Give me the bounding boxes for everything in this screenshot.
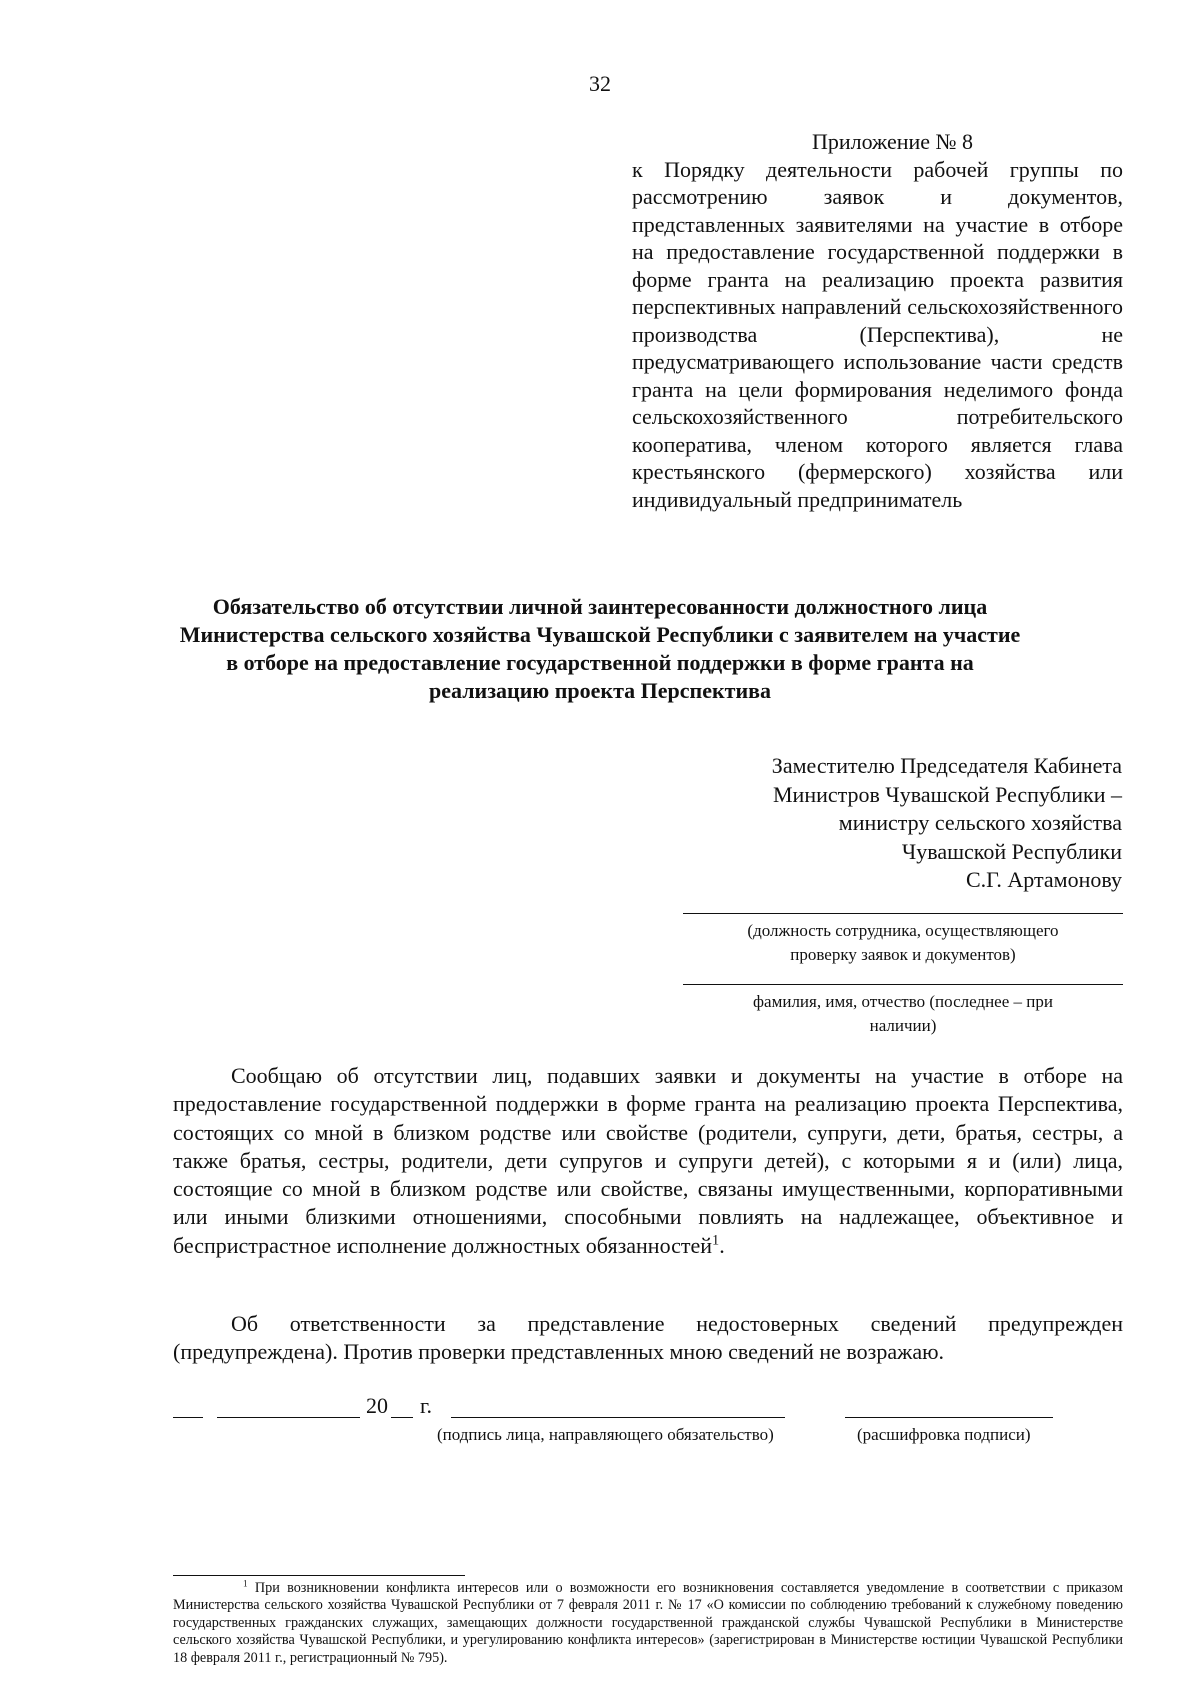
year-prefix: 20 bbox=[366, 1393, 388, 1418]
addressee-line: Чувашской Республики bbox=[901, 838, 1122, 864]
appendix-text: к Порядку деятельности рабочей группы по рассмотрению заявок и документов, представленных заявителями на участие в отборе на предоставление государственной поддержки в форме гранта на реализацию проекта развития перспективных направлений сельскохозяйственного производства (Перспектива), не предусматривающего использование части средств гранта на цели формирования неделимого фонда сельскохозяйственного потребительского кооператива, членом которого является глава крестьянского (фермерского) хозяйства или индивидуальный предприниматель bbox=[632, 156, 1123, 512]
footnote-reference[interactable]: 1 bbox=[712, 1232, 720, 1249]
title-line: реализацию проекта Перспектива bbox=[429, 678, 771, 703]
caption-line: наличии) bbox=[869, 1016, 937, 1035]
caption-line: фамилия, имя, отчество (последнее – при bbox=[753, 992, 1053, 1011]
responsibility-paragraph bbox=[173, 1310, 1123, 1367]
footnote bbox=[173, 1580, 1123, 1667]
caption-line: (должность сотрудника, осуществляющего bbox=[747, 921, 1059, 940]
appendix-title: Приложение № 8 bbox=[811, 129, 974, 154]
addressee-line: министру сельского хозяйства bbox=[838, 810, 1122, 835]
addressee-block bbox=[680, 752, 1122, 895]
decoding-caption: (расшифровка подписи) bbox=[857, 1425, 1031, 1444]
month-blank[interactable] bbox=[217, 1397, 360, 1418]
footnote-divider bbox=[173, 1575, 465, 1576]
year-blank[interactable] bbox=[391, 1397, 413, 1418]
statement-end: . bbox=[719, 1232, 725, 1258]
footnote-text: При возникновении конфликта интересов или о возможности его возникновения составляется уведомление в соответствии с приказом Министерства сельского хозяйства Чувашской Республики от 7 февраля 2011 г. № 17 «О комиссии по соблюдению требований к служебному поведению государственных гражданских служащих, замещающих должности государственной гражданской службы Чувашской Республики в Министерстве сельского хозяйства Чувашской Республики, и урегулированию конфликта интересов» (зарегистрирован в Министерстве юстиции Чувашской Республики 18 февраля 2011 г., регистрационный № 795). bbox=[173, 1580, 1124, 1666]
appendix-block bbox=[632, 128, 1123, 513]
year-suffix: г. bbox=[420, 1393, 433, 1418]
signature-blank[interactable] bbox=[451, 1397, 785, 1418]
name-caption bbox=[683, 990, 1123, 1038]
title-line: Обязательство об отсутствии личной заинтересованности должностного лица bbox=[212, 594, 988, 619]
title-line: в отборе на предоставление государственной поддержки в форме гранта на bbox=[226, 650, 974, 675]
responsibility-text: Об ответственности за представление недостоверных сведений предупрежден (предупреждена). Против проверки представленных мною сведений не возражаю. bbox=[173, 1311, 1123, 1365]
caption-line: проверку заявок и документов) bbox=[790, 945, 1016, 964]
addressee-line: Министров Чувашской Республики – bbox=[773, 781, 1122, 807]
position-fill-line[interactable] bbox=[683, 913, 1123, 914]
document-title bbox=[150, 593, 1050, 705]
name-fill-line[interactable] bbox=[683, 984, 1123, 985]
position-caption bbox=[683, 919, 1123, 967]
statement-paragraph bbox=[173, 1062, 1123, 1260]
page-number: 32 bbox=[589, 71, 611, 96]
statement-text: Сообщаю об отсутствии лиц, подавших заявки и документы на участие в отборе на предоставление государственной поддержки в форме гранта на реализацию проекта Перспектива, состоящих со мной в близком родстве или свойстве (родители, супруги, дети, братья, сестры, а также братья, сестры, родители, дети супругов и супруги детей), с которыми я и (или) лица, состоящие со мной в близком родстве или свойстве, связаны имущественными, корпоративными или иными близкими отношениями, способными повлиять на надлежащее, объективное и беспристрастное исполнение должностных обязанностей bbox=[173, 1063, 1123, 1258]
title-line: Министерства сельского хозяйства Чувашской Республики с заявителем на участие bbox=[179, 622, 1021, 647]
day-blank[interactable] bbox=[173, 1397, 203, 1418]
signature-caption: (подпись лица, направляющего обязательство) bbox=[437, 1425, 774, 1444]
footnote-number: 1 bbox=[243, 1578, 248, 1589]
addressee-line: Заместителю Председателя Кабинета bbox=[771, 753, 1122, 778]
signature-row bbox=[0, 1393, 1200, 1453]
addressee-name: С.Г. Артамонову bbox=[966, 867, 1122, 892]
signature-decoding-blank[interactable] bbox=[845, 1397, 1053, 1418]
